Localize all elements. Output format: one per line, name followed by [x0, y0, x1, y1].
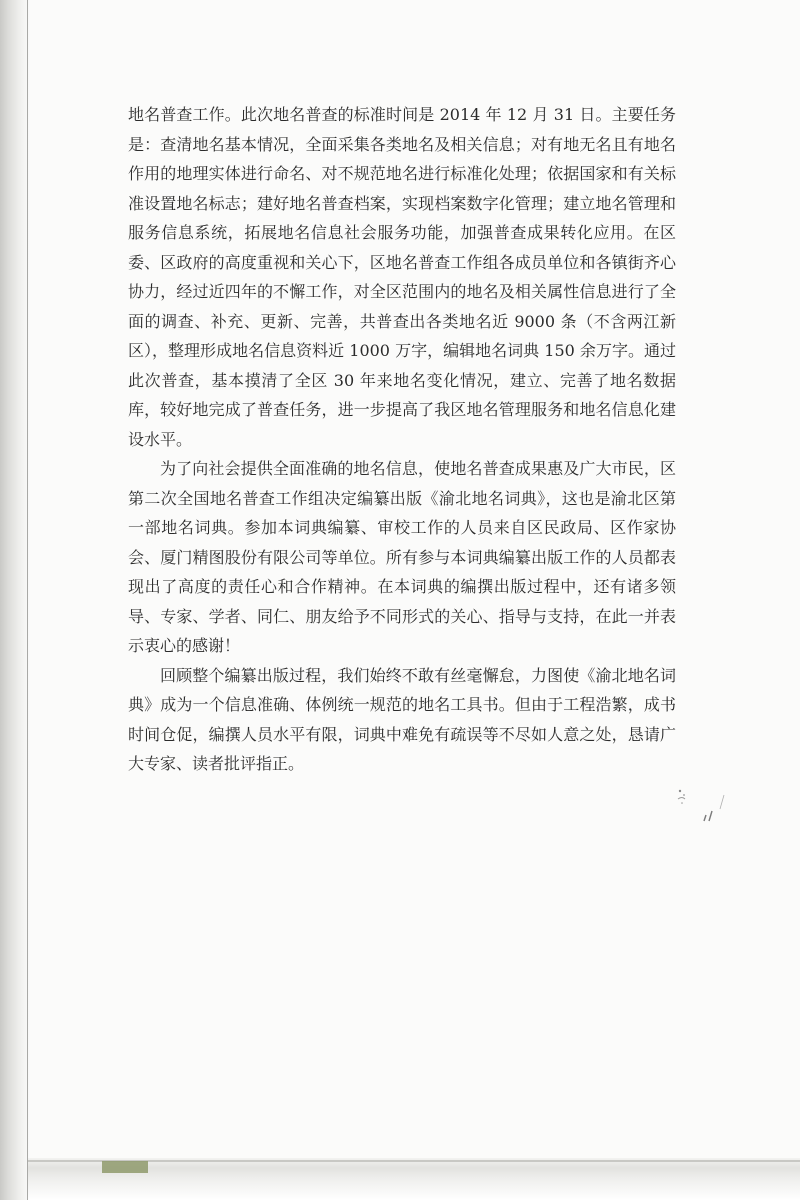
scan-color-tab	[102, 1161, 148, 1173]
paragraph-closing: 回顾整个编纂出版过程，我们始终不敢有丝毫懈怠，力图使《渝北地名词典》成为一个信息准确、体例统一规范的地名工具书。但由于工程浩繁，成书时间仓促，编撰人员水平有限，词典中难免有疏误等不尽如人意之处，恳请广大专家、读者批评指正。	[128, 665, 676, 773]
ink-smudge-mark	[668, 785, 738, 825]
body-text	[128, 100, 676, 779]
binding-edge-line	[27, 0, 28, 1200]
paragraph-continuation: 地名普查工作。此次地名普查的标准时间是 2014 年 12 月 31 日。主要任务是：查清地名基本情况，全面采集各类地名及相关信息；对有地无名且有地名作用的地理实体进行命名、对不规范地名进行标准化处理；依据国家和有关标准设置地名标志；建好地名普查档案，实现档案数字化管理；建立地名管理和服务信息系统，拓展地名信息社会服务功能，加强普查成果转化应用。在区委、区政府的高度重视和关心下，区地名普查工作组各成员单位和各镇街齐心协力，经过近四年的不懈工作，对全区范围内的地名及相关属性信息进行了全面的调查、补充、更新、完善，共普查出各类地名近 9000 条（不含两江新区），整理形成地名信息资料近 1000 万字，编辑地名词典 150 余万字。通过此次普查，基本摸清了全区 30 年来地名变化情况，建立、完善了地名数据库，较好地完成了普查任务，进一步提高了我区地名管理服务和地名信息化建设水平。	[128, 105, 676, 449]
binding-shadow	[0, 0, 30, 1200]
paragraph-acknowledgement: 为了向社会提供全面准确的地名信息，使地名普查成果惠及广大市民，区第二次全国地名普查工作组决定编纂出版《渝北地名词典》，这也是渝北区第一部地名词典。参加本词典编纂、审校工作的人员来自区民政局、区作家协会、厦门精图股份有限公司等单位。所有参与本词典编纂出版工作的人员都表现出了高度的责任心和合作精神。在本词典的编撰出版过程中，还有诸多领导、专家、学者、同仁、朋友给予不同形式的关心、指导与支持，在此一并表示衷心的感谢！	[128, 459, 676, 655]
